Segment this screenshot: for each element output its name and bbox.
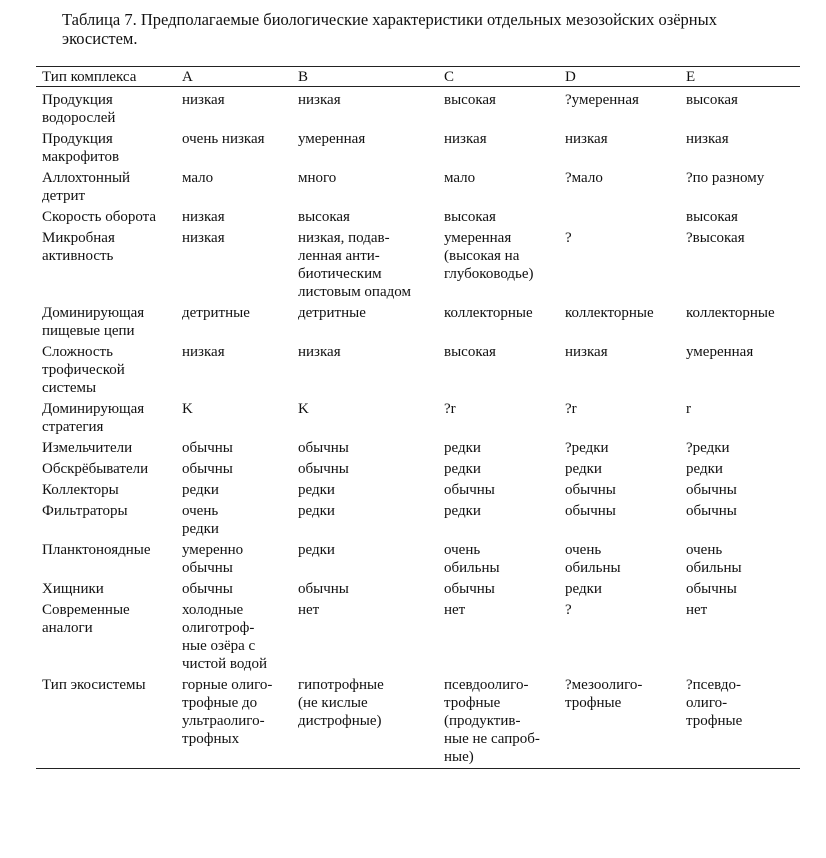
- table-caption: Таблица 7. Предполагаемые биологические характеристики отдельных мезозойских озёрных экосистем.: [62, 10, 717, 48]
- table-row: [36, 480, 800, 501]
- cell-e: ?редки: [686, 440, 730, 456]
- cell-b: гипотрофные (не кислые дистрофные): [292, 675, 438, 769]
- cell-b: обычны: [298, 581, 349, 597]
- table-row: [36, 129, 800, 168]
- cell-e: r: [686, 401, 691, 417]
- column-header-complex-type: Тип комплекса: [36, 67, 176, 87]
- cell-c: нет: [444, 602, 466, 618]
- cell-d: редки: [565, 461, 602, 477]
- cell-d: ?: [565, 602, 572, 618]
- cell-a: холодные олиготроф- ные озёра с чистой водой: [182, 602, 268, 672]
- column-header-a: A: [176, 67, 292, 87]
- cell-e: ?псевдо- олиго- трофные: [680, 675, 800, 769]
- row-label: Микробная активность: [42, 230, 115, 264]
- table-row: [36, 579, 800, 600]
- cell-b: низкая: [298, 344, 341, 360]
- cell-d: ?редки: [565, 440, 609, 456]
- cell-c: ?r: [444, 401, 456, 417]
- cell-b: низкая: [298, 92, 341, 108]
- cell-a: детритные: [182, 305, 250, 321]
- cell-c: обычны: [444, 482, 495, 498]
- cell-d: ?мало: [565, 170, 603, 186]
- row-label: Доминирующая пищевые цепи: [42, 305, 145, 339]
- cell-d: ?мезоолиго- трофные: [559, 675, 680, 769]
- row-label: Тип экосистемы: [36, 675, 176, 769]
- cell-d: ?: [565, 230, 572, 246]
- cell-a: низкая: [182, 209, 225, 225]
- cell-b: обычны: [298, 440, 349, 456]
- cell-b: редки: [298, 503, 335, 519]
- cell-c: редки: [444, 461, 481, 477]
- cell-c: высокая: [444, 344, 496, 360]
- cell-e: обычны: [686, 482, 737, 498]
- cell-a: низкая: [182, 344, 225, 360]
- row-label: Современные аналоги: [42, 602, 130, 636]
- table-row: [36, 342, 800, 399]
- cell-e: умеренная: [686, 344, 754, 360]
- row-label: Продукция макрофитов: [42, 131, 120, 165]
- cell-c: очень обильны: [444, 542, 500, 576]
- row-label: Коллекторы: [42, 482, 119, 498]
- cell-c: коллекторные: [444, 305, 533, 321]
- cell-e: редки: [686, 461, 723, 477]
- column-header-b: B: [292, 67, 438, 87]
- column-header-e: E: [680, 67, 800, 87]
- row-label: Фильтраторы: [42, 503, 128, 519]
- cell-b: высокая: [298, 209, 350, 225]
- cell-d: низкая: [565, 344, 608, 360]
- row-label: Продукция водорослей: [42, 92, 116, 126]
- table-row: [36, 675, 800, 769]
- cell-d: очень обильны: [565, 542, 621, 576]
- row-label: Аллохтонный детрит: [42, 170, 131, 204]
- row-label: Обскрёбыватели: [42, 461, 149, 477]
- cell-b: низкая, подав- ленная анти- биотическим листовым опадом: [298, 230, 411, 300]
- column-header-d: D: [559, 67, 680, 87]
- data-table: [36, 66, 800, 769]
- cell-e: ?высокая: [686, 230, 745, 246]
- cell-c: редки: [444, 503, 481, 519]
- cell-d: [559, 207, 680, 228]
- cell-d: коллекторные: [565, 305, 654, 321]
- cell-b: обычны: [298, 461, 349, 477]
- table-row: [36, 501, 800, 540]
- cell-a: K: [182, 401, 193, 417]
- table-row: [36, 600, 800, 675]
- cell-a: очень низкая: [182, 131, 265, 147]
- cell-d: ?умеренная: [565, 92, 639, 108]
- cell-a: горные олиго- трофные до ультраолиго- трофных: [176, 675, 292, 769]
- cell-b: редки: [298, 542, 335, 558]
- cell-d: обычны: [565, 503, 616, 519]
- cell-d: редки: [565, 581, 602, 597]
- cell-b: много: [298, 170, 337, 186]
- table-row: [36, 207, 800, 228]
- cell-e: низкая: [686, 131, 729, 147]
- cell-c: высокая: [444, 92, 496, 108]
- table-row: [36, 87, 800, 130]
- cell-a: умеренно обычны: [182, 542, 244, 576]
- cell-a: обычны: [182, 581, 233, 597]
- cell-e: нет: [686, 602, 708, 618]
- cell-c: умеренная (высокая на глубоководье): [444, 230, 534, 282]
- cell-a: обычны: [182, 440, 233, 456]
- cell-b: редки: [298, 482, 335, 498]
- table-row: [36, 399, 800, 438]
- row-label: Скорость оборота: [42, 209, 157, 225]
- row-label: Сложность трофической системы: [42, 344, 125, 396]
- cell-d: ?r: [565, 401, 577, 417]
- cell-c: низкая: [444, 131, 487, 147]
- cell-e: коллекторные: [686, 305, 775, 321]
- cell-e: обычны: [686, 503, 737, 519]
- table-row: [36, 540, 800, 579]
- row-label: Планктоноядные: [42, 542, 151, 558]
- cell-a: обычны: [182, 461, 233, 477]
- cell-e: обычны: [686, 581, 737, 597]
- row-label: Доминирующая стратегия: [42, 401, 145, 435]
- cell-c: псевдоолиго- трофные (продуктив- ные не сапроб- ные): [438, 675, 559, 769]
- cell-d: обычны: [565, 482, 616, 498]
- cell-e: высокая: [686, 209, 738, 225]
- cell-a: мало: [182, 170, 214, 186]
- cell-c: мало: [444, 170, 476, 186]
- cell-e: очень обильны: [686, 542, 742, 576]
- table-row: [36, 228, 800, 303]
- cell-d: низкая: [565, 131, 608, 147]
- cell-a: низкая: [182, 92, 225, 108]
- cell-b: K: [298, 401, 309, 417]
- table-row: [36, 303, 800, 342]
- cell-b: детритные: [298, 305, 366, 321]
- cell-b: нет: [298, 602, 320, 618]
- table-row: [36, 438, 800, 459]
- cell-a: очень редки: [182, 503, 219, 537]
- cell-b: умеренная: [298, 131, 366, 147]
- cell-e: высокая: [686, 92, 738, 108]
- cell-e: ?по разному: [686, 170, 765, 186]
- table-row: [36, 168, 800, 207]
- cell-a: низкая: [182, 230, 225, 246]
- cell-a: редки: [182, 482, 219, 498]
- cell-c: высокая: [444, 209, 496, 225]
- table-header-row: [36, 67, 800, 87]
- cell-c: обычны: [444, 581, 495, 597]
- row-label: Хищники: [42, 581, 104, 597]
- row-label: Измельчители: [42, 440, 133, 456]
- table-row: [36, 459, 800, 480]
- cell-c: редки: [444, 440, 481, 456]
- column-header-c: C: [438, 67, 559, 87]
